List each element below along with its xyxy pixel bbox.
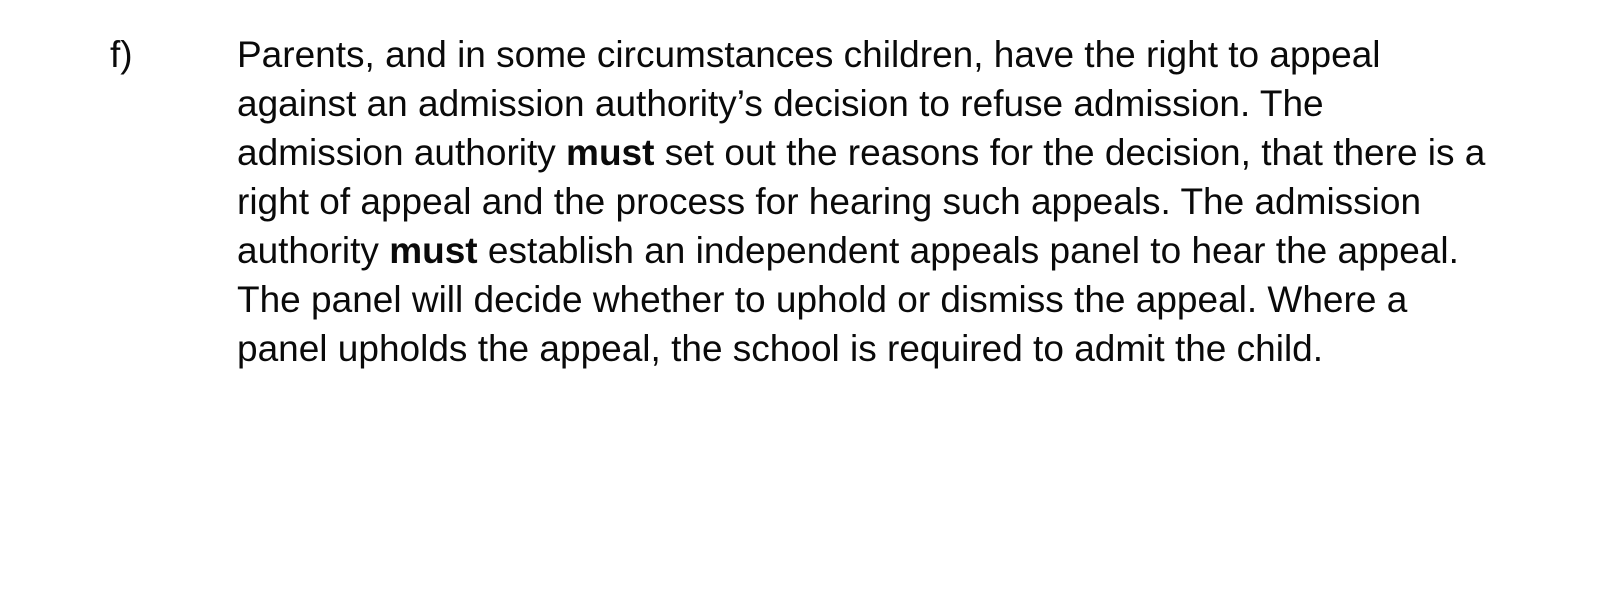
bold-text-run: must xyxy=(389,230,478,271)
text-run: establish an independent appeals panel to hear the appeal. The panel will decide whether to uphold or dismiss the appeal. Where a panel upholds the appeal, the school is required to admit the child. xyxy=(237,230,1459,369)
text-run: set out the reasons for the decision, that there is a right of appeal and the process for hearing such appeals. The admission authority xyxy=(237,132,1486,271)
text-run: Parents, and in some circumstances children, have the right to appeal against an admission authority’s decision to refuse admission. The admission authority xyxy=(237,34,1381,173)
list-item-f xyxy=(110,30,1499,373)
bold-text-run: must xyxy=(566,132,655,173)
paragraph-text xyxy=(237,30,1499,373)
list-marker: f) xyxy=(110,34,133,75)
